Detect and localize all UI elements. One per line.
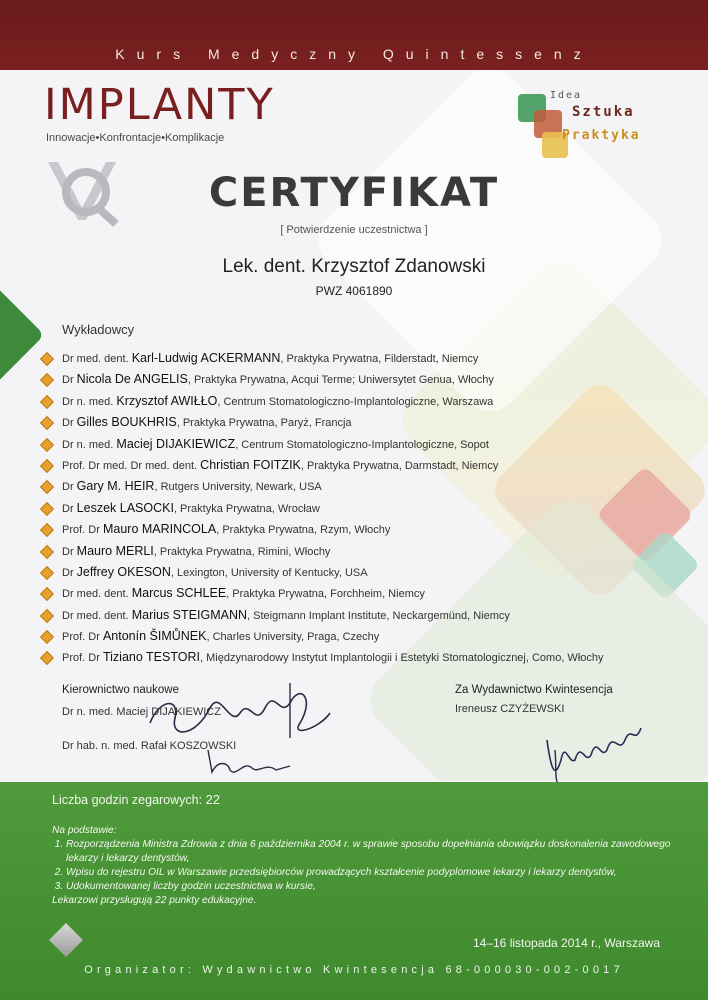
- isp-word-idea: Idea: [550, 90, 583, 101]
- certificate-subtitle: [ Potwierdzenie uczestnictwa ]: [280, 224, 428, 236]
- diamond-bullet-icon: [40, 416, 54, 430]
- recipient-pwz: PWZ 4061890: [315, 284, 393, 298]
- course-date: 14–16 listopada 2014 r., Warszawa: [472, 936, 660, 950]
- hours-line: [52, 792, 220, 807]
- lecturers-heading: Wykładowcy: [62, 322, 135, 337]
- legal-basis: [52, 824, 692, 908]
- hours-value: 22: [205, 792, 221, 807]
- signatory-dijakiewicz: Dr n. med. Maciej DIJAKIEWICZ: [62, 706, 221, 718]
- diamond-bullet-icon: [40, 630, 54, 644]
- signatory-czyzewski: Ireneusz CZYŻEWSKI: [455, 703, 565, 715]
- diamond-bullet-icon: [40, 651, 54, 665]
- lecturer-item: Dr Leszek LASOCKI, Praktyka Prywatna, Wrocław: [40, 498, 680, 519]
- diamond-bullet-icon: [40, 587, 54, 601]
- certificate-title: CERTYFIKAT: [208, 170, 500, 216]
- lecturer-item: Dr Mauro MERLI, Praktyka Prywatna, Rimini, Włochy: [40, 541, 680, 562]
- lecturer-item: Dr n. med. Krzysztof AWIŁŁO, Centrum Stomatologiczno-Implantologiczne, Warszawa: [40, 391, 680, 412]
- recipient-name: Lek. dent. Krzysztof Zdanowski: [222, 256, 486, 277]
- diamond-bullet-icon: [40, 373, 54, 387]
- basis-item: 1. Rozporządzenia Ministra Zdrowia z dnia 6 października 2004 r. w sprawie sposobu dopełniania obowiązku doskonalenia zawodowego lekarzy i lekarzy dentystów,: [66, 838, 692, 866]
- lecturer-item: Prof. Dr Antonín ŠIMŮNEK, Charles University, Praga, Czechy: [40, 626, 680, 647]
- diamond-bullet-icon: [40, 523, 54, 537]
- idea-sztuka-praktyka-logo: [512, 88, 652, 168]
- lecturer-item: Dr med. dent. Karl-Ludwig ACKERMANN, Praktyka Prywatna, Filderstadt, Niemcy: [40, 348, 680, 369]
- diamond-bullet-icon: [40, 459, 54, 473]
- implanty-logo-title: IMPLANTY: [44, 80, 275, 130]
- diamond-bullet-icon: [40, 395, 54, 409]
- lecturer-item: Dr med. dent. Marius STEIGMANN, Steigmann Implant Institute, Neckargemünd, Niemcy: [40, 605, 680, 626]
- lecturer-item: Dr med. dent. Marcus SCHLEE, Praktyka Prywatna, Forchheim, Niemcy: [40, 583, 680, 604]
- lecturer-item: Prof. Dr Tiziano TESTORI, Międzynarodowy Instytut Implantologii i Estetyki Stomatologicznej, Como, Włochy: [40, 647, 680, 668]
- diamond-bullet-icon: [40, 609, 54, 623]
- basis-item: 3. Udokumentowanej liczby godzin uczestnictwa w kursie,: [66, 880, 692, 894]
- signature-dijakiewicz-icon: [140, 668, 340, 748]
- basis-heading: Na podstawie:: [52, 825, 117, 836]
- diamond-bullet-icon: [40, 437, 54, 451]
- signature-czyzewski-icon: [535, 710, 655, 790]
- diamond-bullet-icon: [40, 352, 54, 366]
- course-name: Kurs Medyczny Quintessenz: [115, 46, 593, 62]
- isp-word-praktyka: Praktyka: [562, 128, 641, 143]
- top-banner: [0, 0, 708, 70]
- signatory-koszowski: Dr hab. n. med. Rafał KOSZOWSKI: [62, 740, 237, 752]
- lecturers-list: [40, 348, 680, 669]
- hours-label: Liczba godzin zegarowych:: [52, 793, 203, 807]
- lecturer-item: Prof. Dr med. Dr med. dent. Christian FOITZIK, Praktyka Prywatna, Darmstadt, Niemcy: [40, 455, 680, 476]
- publisher-heading: Za Wydawnictwo Kwintesencja: [455, 684, 613, 696]
- lecturer-item: Dr Gary M. HEIR, Rutgers University, Newark, USA: [40, 476, 680, 497]
- lecturer-item: Dr n. med. Maciej DIJAKIEWICZ, Centrum Stomatologiczno-Implantologiczne, Sopot: [40, 434, 680, 455]
- signature-koszowski-icon: [200, 740, 300, 780]
- diamond-bullet-icon: [40, 480, 54, 494]
- organizer-line: Organizator: Wydawnictwo Kwintesencja 68-000030-002-0017: [84, 964, 624, 976]
- lecturer-item: Dr Gilles BOUKHRIS, Praktyka Prywatna, Paryż, Francja: [40, 412, 680, 433]
- isp-word-sztuka: Sztuka: [572, 104, 635, 120]
- lecturer-item: Prof. Dr Mauro MARINCOLA, Praktyka Prywatna, Rzym, Włochy: [40, 519, 680, 540]
- implanty-logo-subtitle: Innowacje•Konfrontacje•Komplikacje: [46, 132, 225, 144]
- lecturer-item: Dr Jeffrey OKESON, Lexington, University of Kentucky, USA: [40, 562, 680, 583]
- lecturer-item: Dr Nicola De ANGELIS, Praktyka Prywatna, Acqui Terme; Uniwersytet Genua, Włochy: [40, 369, 680, 390]
- diamond-bullet-icon: [40, 544, 54, 558]
- scientific-management-heading: Kierownictwo naukowe: [62, 684, 179, 696]
- diamond-bullet-icon: [40, 502, 54, 516]
- basis-item: 2. Wpisu do rejestru OIL w Warszawie przedsiębiorców prowadzących kształcenie podyplomowe lekarzy i lekarzy dentystów,: [66, 866, 692, 880]
- diamond-bullet-icon: [40, 566, 54, 580]
- education-points: Lekarzowi przysługują 22 punkty edukacyjne.: [52, 895, 257, 906]
